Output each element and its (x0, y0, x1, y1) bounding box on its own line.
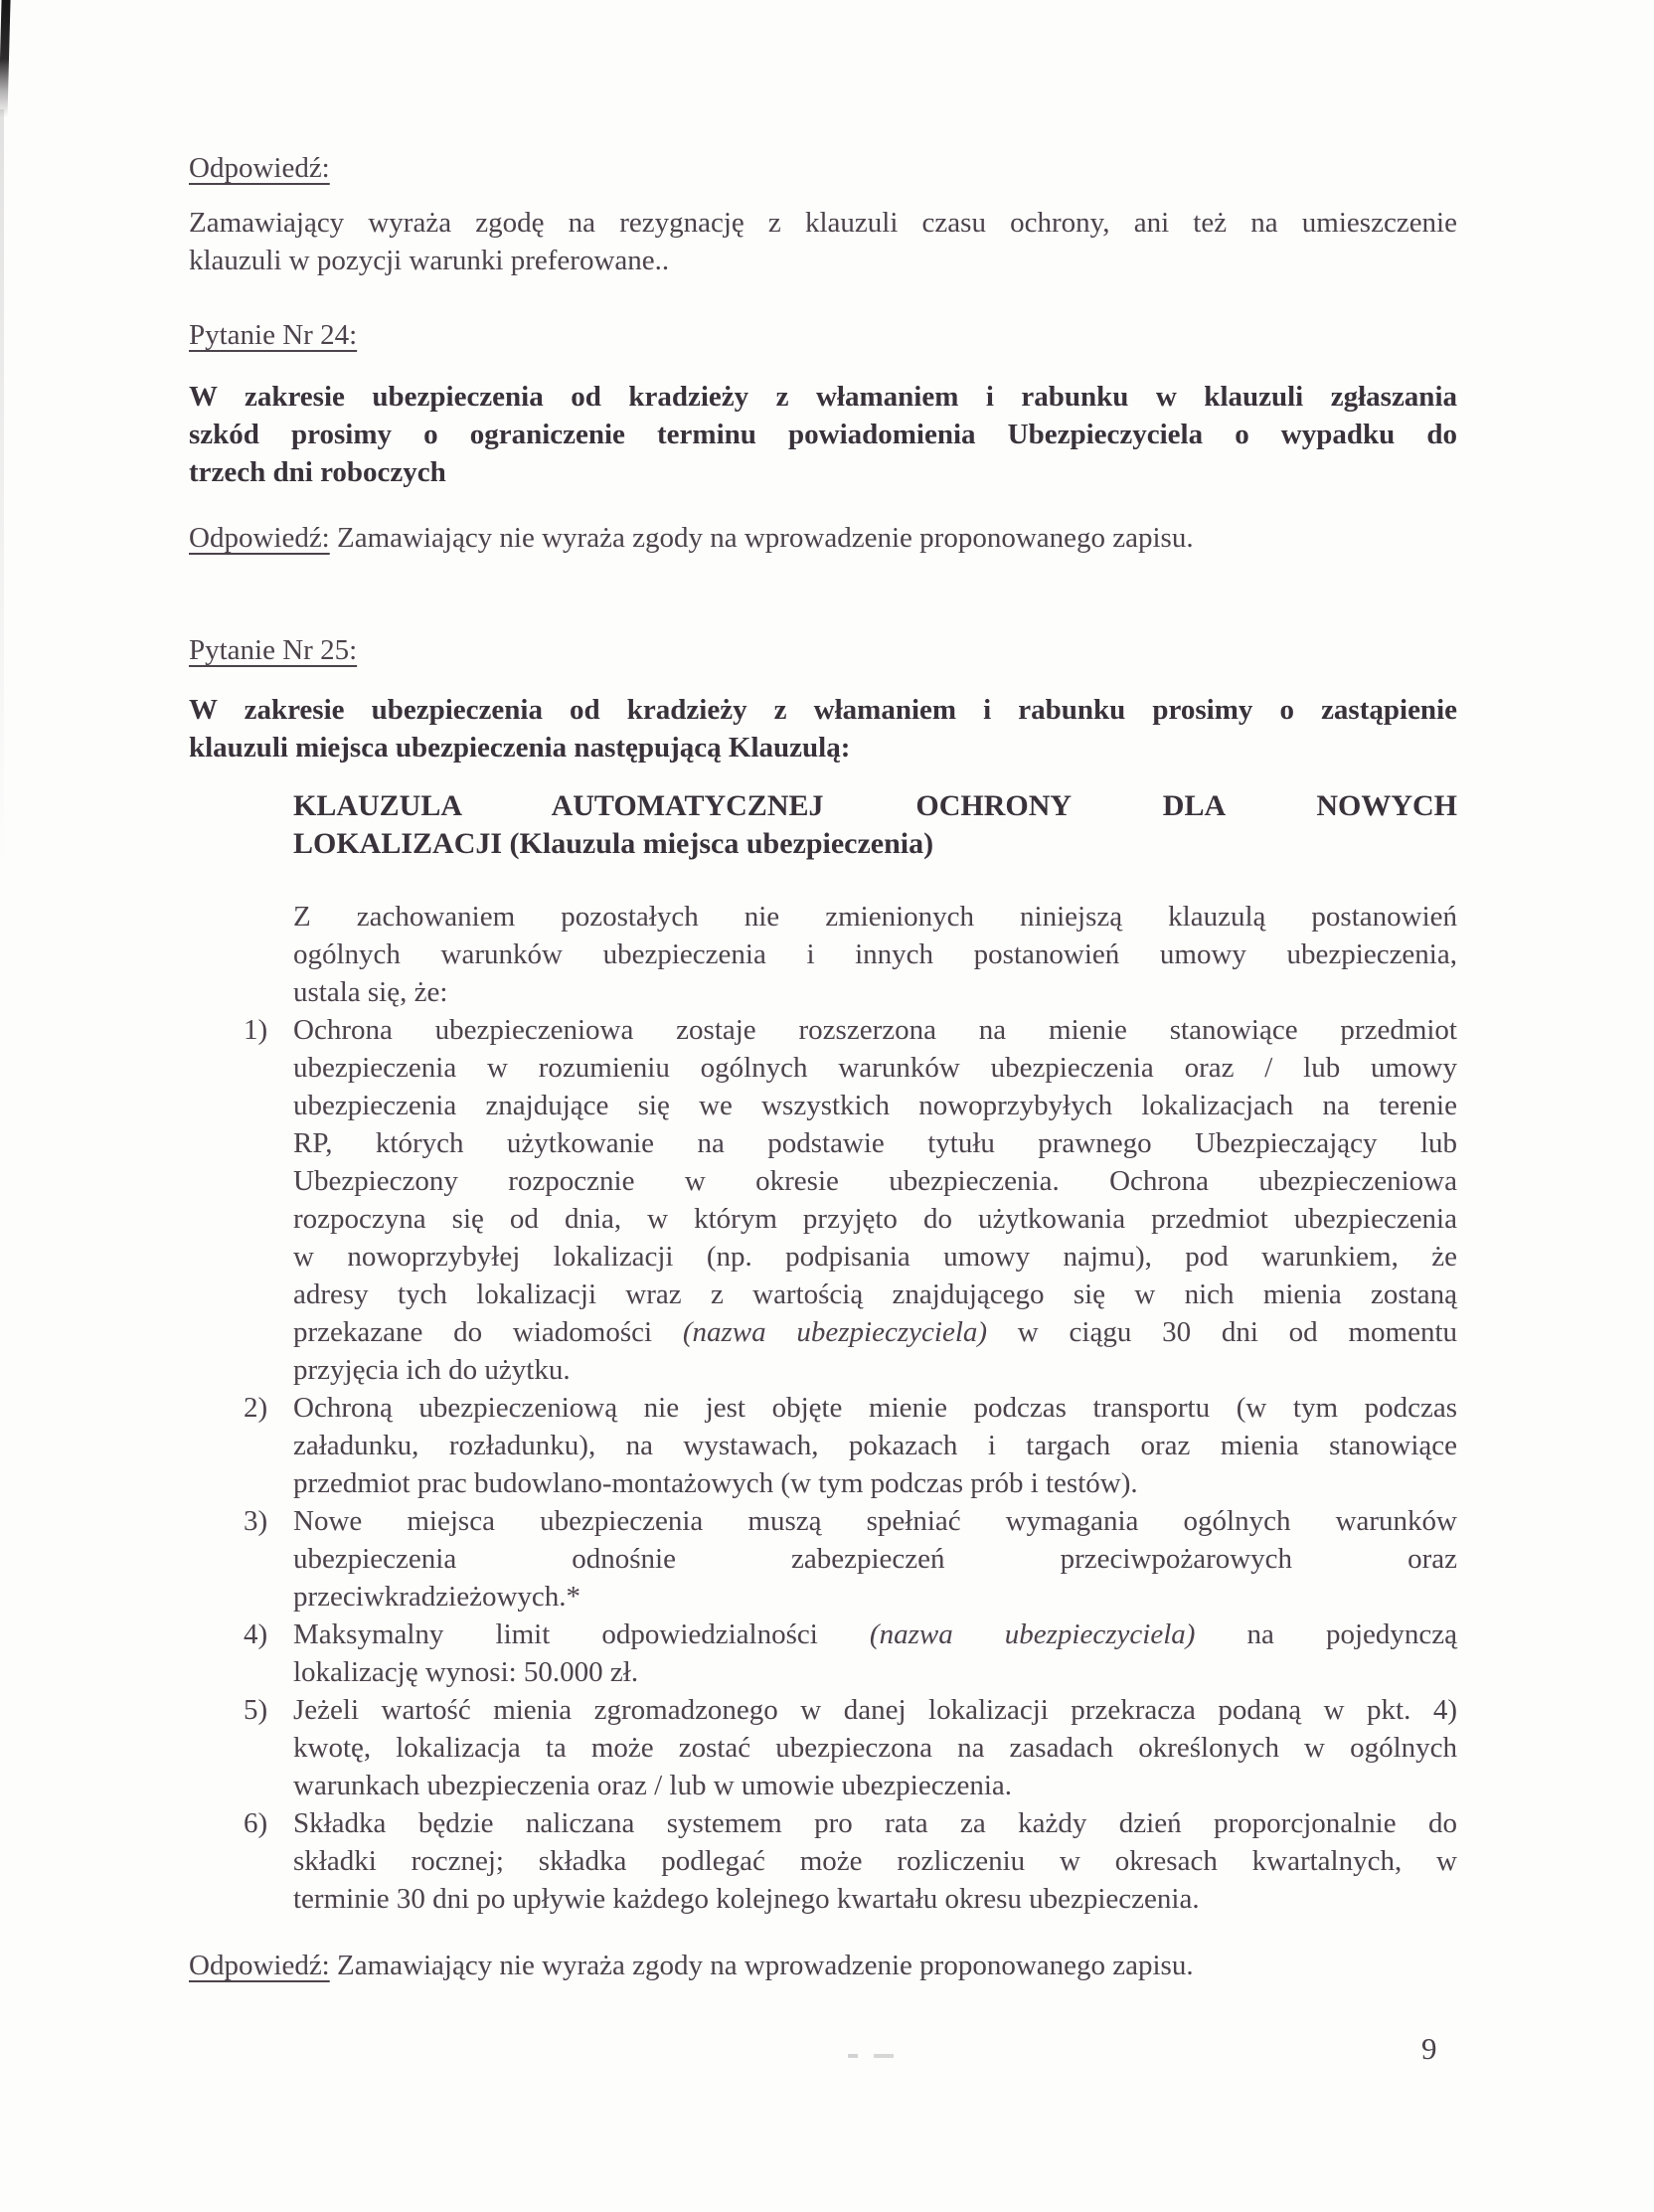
text-line (293, 1880, 1457, 1918)
text-line (293, 1578, 1457, 1616)
list-item (189, 1011, 1457, 1389)
text-segment: terminie 30 dni po upływie każdego kolejnego kwartału okresu ubezpieczenia. (293, 1883, 1200, 1915)
text-segment: w ciągu 30 dni od momentu (987, 1316, 1457, 1348)
question-24-text (189, 378, 1457, 491)
italic-text: (nazwa ubezpieczyciela) (682, 1316, 988, 1348)
text-line (189, 416, 1457, 453)
text-segment: ubezpieczenia znajdujące się we wszystkich nowoprzybyłych lokalizacjach na terenie (293, 1090, 1457, 1121)
text-line (293, 825, 1457, 863)
list-item (189, 1804, 1457, 1918)
text-segment: Nowe miejsca ubezpieczenia muszą spełniać wymagania ogólnych warunków (293, 1505, 1457, 1537)
list-item (189, 1691, 1457, 1804)
text-line (293, 1200, 1457, 1238)
text-line (293, 787, 1457, 825)
text-segment: na pojedynczą (1195, 1618, 1457, 1650)
text-line (293, 1351, 1457, 1389)
text-segment: ogólnych warunków ubezpieczenia i innych postanowień umowy ubezpieczenia, (293, 938, 1457, 970)
list-item (189, 1502, 1457, 1616)
text-line (293, 973, 1457, 1011)
page-number: 9 (1421, 2031, 1437, 2066)
text-segment: Zamawiający nie wyraża zgody na wprowadzenie proponowanego zapisu. (329, 522, 1194, 554)
text-line (293, 1804, 1457, 1842)
text-line (293, 1049, 1457, 1087)
text-segment: klauzuli w pozycji warunki preferowane.. (189, 245, 670, 276)
question-25-heading (189, 631, 1457, 669)
text-segment: Zamawiający wyraża zgodę na rezygnację z klauzuli czasu ochrony, ani też na umieszczenie (189, 207, 1457, 239)
text-segment: lokalizację wynosi: 50.000 zł. (293, 1656, 639, 1688)
text-segment: Ubezpieczony rozpocznie w okresie ubezpieczenia. Ochrona ubezpieczeniowa (293, 1165, 1457, 1197)
text-line (189, 316, 1457, 354)
text-line (189, 453, 1457, 491)
text-line (293, 1540, 1457, 1578)
text-segment: szkód prosimy o ograniczenie terminu powiadomienia Ubezpieczyciela o wypadku do (189, 419, 1457, 450)
text-line (293, 1124, 1457, 1162)
text-line (189, 519, 1457, 557)
text-line (293, 1616, 1457, 1653)
text-line (189, 204, 1457, 242)
text-line (293, 1653, 1457, 1691)
text-segment: przyjęcia ich do użytku. (293, 1354, 571, 1386)
text-segment: Jeżeli wartość mienia zgromadzonego w danej lokalizacji przekracza podaną w pkt. 4) (293, 1694, 1457, 1726)
text-segment: rozpoczyna się od dnia, w którym przyjęto do użytkowania przedmiot ubezpieczenia (293, 1203, 1457, 1235)
list-item (189, 1389, 1457, 1502)
text-line (293, 1502, 1457, 1540)
text-segment: adresy tych lokalizacji wraz z wartością znajdującego się w nich mienia zostaną (293, 1278, 1457, 1310)
document-content (189, 149, 1457, 1984)
text-segment: kwotę, lokalizacja ta może zostać ubezpieczona na zasadach określonych w ogólnych (293, 1732, 1457, 1764)
text-line (189, 691, 1457, 729)
list-item-number: 1) (244, 1014, 268, 1046)
underlined-label: Odpowiedź: (189, 152, 330, 184)
clause-title (293, 787, 1457, 863)
text-line (189, 149, 1457, 187)
underlined-label: Odpowiedź: (189, 522, 330, 554)
text-segment: RP, których użytkowanie na podstawie tytułu prawnego Ubezpieczający lub (293, 1127, 1457, 1159)
clause-list (189, 1011, 1457, 1918)
text-line (293, 1464, 1457, 1502)
text-segment: warunkach ubezpieczenia oraz / lub w umowie ubezpieczenia. (293, 1770, 1013, 1801)
underlined-label: Pytanie Nr 25: (189, 634, 358, 666)
text-line (293, 1313, 1457, 1351)
list-item (189, 1616, 1457, 1691)
text-segment: LOKALIZACJI (Klauzula miejsca ubezpieczenia) (293, 827, 934, 860)
italic-text: (nazwa ubezpieczyciela) (869, 1618, 1196, 1650)
scan-corner-artifact (0, 0, 11, 117)
text-segment: Ochroną ubezpieczeniową nie jest objęte mienie podczas transportu (w tym podczas (293, 1392, 1457, 1424)
text-line (189, 631, 1457, 669)
underlined-label: Odpowiedź: (189, 1950, 330, 1981)
text-segment: ubezpieczenia odnośnie zabezpieczeń przeciwpożarowych oraz (293, 1543, 1457, 1575)
text-line (293, 1087, 1457, 1124)
response-23-heading (189, 149, 1457, 187)
text-line (293, 1767, 1457, 1804)
text-line (293, 1691, 1457, 1729)
list-item-number: 4) (244, 1618, 268, 1650)
text-line (293, 1238, 1457, 1276)
text-line (293, 1011, 1457, 1049)
text-segment: Zamawiający nie wyraża zgody na wprowadzenie proponowanego zapisu. (329, 1950, 1194, 1981)
list-item-number: 3) (244, 1505, 268, 1537)
text-segment: klauzuli miejsca ubezpieczenia następującą Klauzulą: (189, 732, 851, 764)
text-segment: W zakresie ubezpieczenia od kradzieży z włamaniem i rabunku w klauzuli zgłaszania (189, 381, 1457, 413)
text-segment: ubezpieczenia w rozumieniu ogólnych warunków ubezpieczenia oraz / lub umowy (293, 1052, 1457, 1084)
text-segment: KLAUZULA AUTOMATYCZNEJ OCHRONY DLA NOWYCH (293, 789, 1457, 822)
text-segment: ustala się, że: (293, 976, 448, 1008)
text-segment: Maksymalny limit odpowiedzialności (293, 1618, 870, 1650)
text-line (293, 1729, 1457, 1767)
text-segment: Ochrona ubezpieczeniowa zostaje rozszerzona na mienie stanowiące przedmiot (293, 1014, 1457, 1046)
scan-edge-streak (0, 109, 4, 865)
text-segment: W zakresie ubezpieczenia od kradzieży z włamaniem i rabunku prosimy o zastąpienie (189, 694, 1457, 726)
question-24-heading (189, 316, 1457, 354)
text-line (189, 242, 1457, 279)
text-segment: załadunku, rozładunku), na wystawach, pokazach i targach oraz mienia stanowiące (293, 1430, 1457, 1461)
text-segment: Składka będzie naliczana systemem pro rata za każdy dzień proporcjonalnie do (293, 1807, 1457, 1839)
list-item-number: 5) (244, 1694, 268, 1726)
text-segment: przekazane do wiadomości (293, 1316, 683, 1348)
text-line (189, 378, 1457, 416)
text-segment: przeciwkradzieżowych.* (293, 1581, 581, 1613)
text-line (293, 1427, 1457, 1464)
response-23-text (189, 204, 1457, 279)
text-segment: składki rocznej; składka podlegać może rozliczeniu w okresach kwartalnych, w (293, 1845, 1457, 1877)
response-25-line (189, 1947, 1457, 1984)
text-line (189, 1947, 1457, 1984)
text-line (293, 1842, 1457, 1880)
scan-dash-artifact (848, 2054, 894, 2058)
text-line (293, 1162, 1457, 1200)
text-line (293, 1389, 1457, 1427)
text-line (189, 729, 1457, 766)
text-segment: trzech dni roboczych (189, 456, 446, 488)
text-segment: w nowoprzybyłej lokalizacji (np. podpisania umowy najmu), pod warunkiem, że (293, 1241, 1457, 1273)
text-line (293, 1276, 1457, 1313)
list-item-number: 6) (244, 1807, 268, 1839)
underlined-label: Pytanie Nr 24: (189, 319, 358, 351)
text-line (293, 898, 1457, 936)
response-24-line (189, 519, 1457, 557)
text-segment: przedmiot prac budowlano-montażowych (w tym podczas prób i testów). (293, 1467, 1138, 1499)
text-segment: Z zachowaniem pozostałych nie zmienionych niniejszą klauzulą postanowień (293, 901, 1457, 933)
text-line (293, 936, 1457, 973)
question-25-text (189, 691, 1457, 766)
clause-intro (293, 898, 1457, 1011)
list-item-number: 2) (244, 1392, 268, 1424)
